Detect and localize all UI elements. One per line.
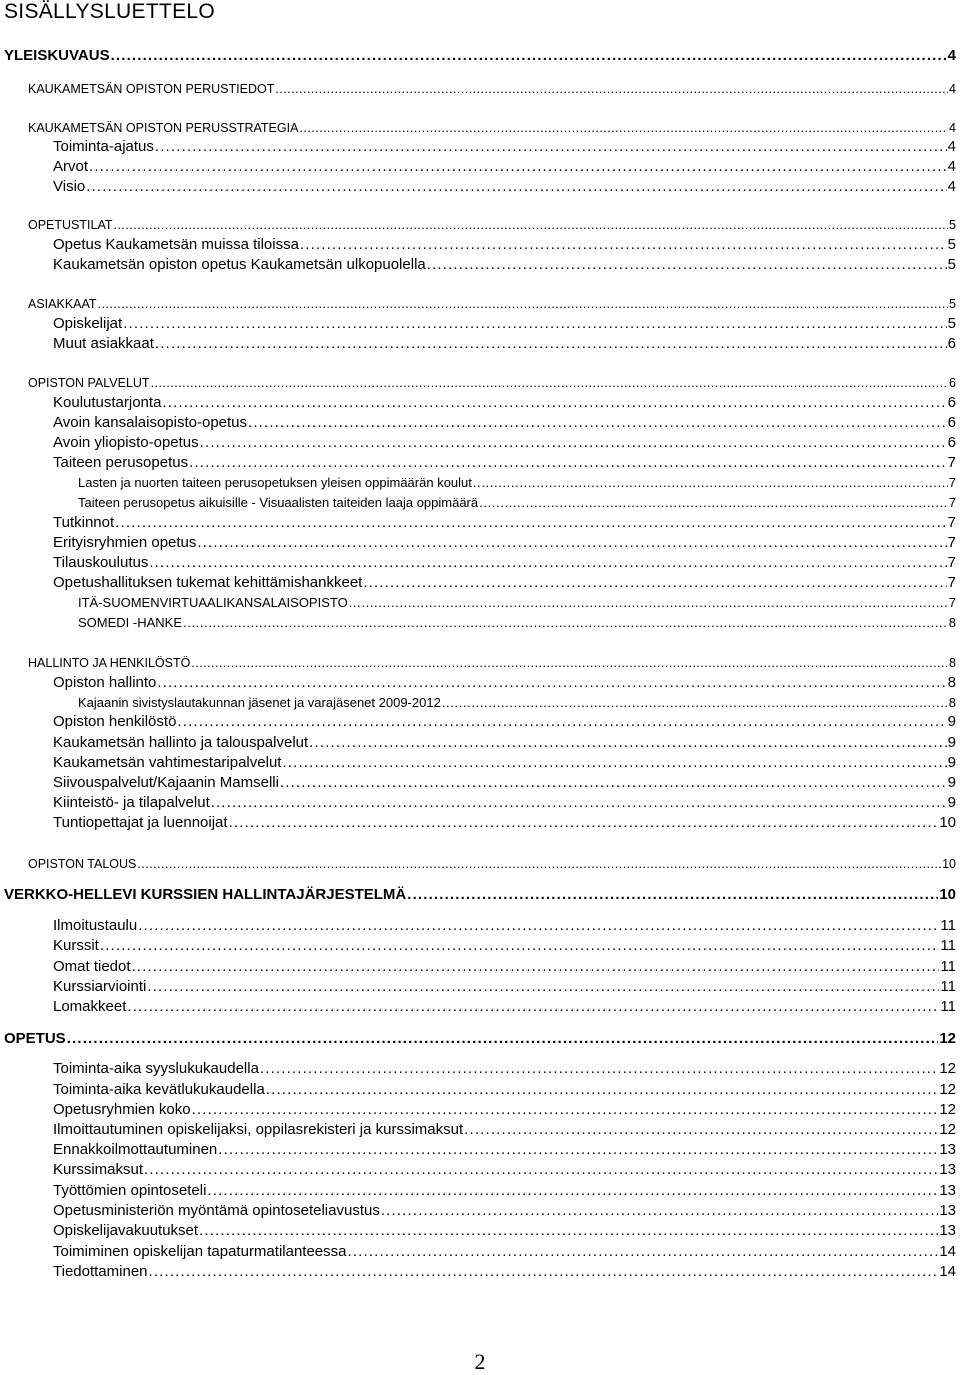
leader-dots [67, 1029, 939, 1049]
toc-entry-page: 7 [947, 574, 956, 591]
toc-entry-page: 8 [948, 615, 956, 630]
toc-entry[interactable] [53, 936, 956, 956]
leader-dots [349, 593, 948, 613]
toc-entry-text: Ilmoittautuminen opiskelijaksi, oppilasrekisteri ja kurssimaksut [53, 1121, 464, 1138]
toc-entry-page: 4 [949, 121, 956, 135]
leader-dots [115, 513, 947, 533]
leader-dots [363, 573, 946, 593]
toc-entry[interactable] [53, 235, 956, 255]
toc-entry-page: 4 [947, 138, 956, 155]
toc-entry-page: 5 [949, 218, 956, 232]
toc-entry-page: 12 [939, 1121, 956, 1138]
toc-entry-page: 11 [940, 978, 956, 995]
toc-entry[interactable] [28, 373, 956, 393]
toc-entry-page: 11 [940, 937, 956, 954]
toc-entry-text: ASIAKKAAT [28, 297, 97, 311]
toc-entry-page: 9 [947, 794, 956, 811]
toc-entry-text: Koulutustarjonta [53, 394, 162, 411]
toc-entry-text: Opiskelijat [53, 315, 123, 332]
toc-entry[interactable] [53, 1181, 956, 1201]
toc-entry-text: Avoin kansalaisopisto-opetus [53, 414, 248, 431]
toc-entry[interactable] [53, 453, 956, 473]
toc-entry-page: 10 [939, 814, 956, 831]
toc-entry[interactable] [53, 533, 956, 553]
toc-entry-text: OPISTON PALVELUT [28, 376, 150, 390]
toc-entry[interactable] [53, 137, 956, 157]
toc-entry[interactable] [53, 673, 956, 693]
toc-entry[interactable] [28, 854, 956, 874]
toc-entry[interactable] [28, 118, 956, 138]
leader-dots [111, 46, 947, 66]
toc-entry[interactable] [53, 793, 956, 813]
toc-entry[interactable] [53, 1080, 956, 1100]
toc-entry-text: Tuntiopettajat ja luennoijat [53, 814, 228, 831]
toc-entry-page: 6 [947, 335, 956, 352]
toc-entry[interactable] [53, 712, 956, 732]
leader-dots [155, 137, 947, 157]
leader-dots [197, 533, 946, 553]
leader-dots [464, 1120, 938, 1140]
toc-entry-text: Kajaanin sivistyslautakunnan jäsenet ja varajäsenet 2009-2012 [78, 695, 441, 710]
toc-entry-text: Kaukametsän hallinto ja talouspalvelut [53, 734, 309, 751]
toc-entry-text: Avoin yliopisto-opetus [53, 434, 199, 451]
leader-dots [299, 118, 948, 138]
toc-entry[interactable] [53, 1201, 956, 1221]
toc-entry[interactable] [53, 393, 956, 413]
leader-dots [275, 79, 948, 99]
toc-entry-text: KAUKAMETSÄN OPISTON PERUSSTRATEGIA [28, 121, 299, 135]
leader-dots [347, 1242, 938, 1262]
leader-dots [147, 977, 939, 997]
toc-entry[interactable] [53, 1140, 956, 1160]
toc-entry-text: Opetus Kaukametsän muissa tiloissa [53, 236, 299, 253]
leader-dots [132, 957, 940, 977]
toc-entry[interactable] [53, 334, 956, 354]
toc-entry-page: 8 [949, 656, 956, 670]
toc-entry-page: 11 [940, 958, 956, 975]
leader-dots [144, 1160, 938, 1180]
toc-entry-page: 7 [947, 514, 956, 531]
toc-entry-page: 12 [939, 1030, 956, 1047]
toc-entry-text: Siivouspalvelut/Kajaanin Mamselli [53, 774, 279, 791]
toc-entry[interactable] [78, 473, 956, 493]
leader-dots [229, 813, 939, 833]
leader-dots [98, 294, 949, 314]
leader-dots [183, 613, 948, 633]
toc-entry-page: 13 [939, 1202, 956, 1219]
toc-entry-text: Opetushallituksen tukemat kehittämishankkeet [53, 574, 363, 591]
leader-dots [155, 334, 947, 354]
toc-entry-text: Erityisryhmien opetus [53, 534, 197, 551]
toc-entry[interactable] [28, 294, 956, 314]
toc-entry-page: 6 [947, 394, 956, 411]
leader-dots [309, 733, 946, 753]
toc-entry-text: Ilmoitustaulu [53, 917, 138, 934]
toc-entry-text: VERKKO-HELLEVI KURSSIEN HALLINTAJÄRJESTELMÄ [4, 886, 407, 903]
toc-entry-page: 9 [947, 713, 956, 730]
toc-entry[interactable] [53, 255, 956, 275]
toc-entry-page: 5 [947, 315, 956, 332]
toc-entry[interactable] [53, 1262, 956, 1282]
toc-entry-text: Toiminta-ajatus [53, 138, 154, 155]
leader-dots [157, 673, 946, 693]
toc-entry[interactable] [53, 997, 956, 1017]
toc-entry[interactable] [28, 215, 956, 235]
toc-entry[interactable] [53, 1120, 956, 1140]
toc-entry[interactable] [53, 813, 956, 833]
toc-entry[interactable] [78, 493, 956, 513]
leader-dots [280, 773, 947, 793]
toc-entry[interactable] [53, 977, 956, 997]
leader-dots [123, 314, 946, 334]
toc-entry-page: 9 [947, 734, 956, 751]
toc-entry-text: Kiinteistö- ja tilapalvelut [53, 794, 210, 811]
toc-entry-page: 12 [939, 1101, 956, 1118]
toc-title: SISÄLLYSLUETTELO [4, 0, 215, 23]
leader-dots [300, 235, 947, 255]
toc-entry-page: 10 [939, 886, 956, 903]
toc-entry-page: 13 [939, 1182, 956, 1199]
toc-entry-page: 4 [949, 82, 956, 96]
leader-dots [248, 413, 947, 433]
leader-dots [192, 1100, 939, 1120]
leader-dots [127, 997, 939, 1017]
toc-entry-text: Kaukametsän opiston opetus Kaukametsän ulkopuolella [53, 256, 426, 273]
toc-entry[interactable] [53, 314, 956, 334]
toc-entry[interactable] [53, 1242, 956, 1262]
leader-dots [381, 1201, 938, 1221]
toc-entry-page: 7 [947, 554, 956, 571]
toc-entry-text: Toiminta-aika kevätlukukaudella [53, 1081, 265, 1098]
leader-dots [137, 854, 941, 874]
toc-entry-text: Ennakkoilmottautuminen [53, 1141, 218, 1158]
toc-entry[interactable] [78, 693, 956, 713]
toc-entry[interactable] [53, 157, 956, 177]
toc-entry-page: 6 [949, 376, 956, 390]
leader-dots [442, 693, 948, 713]
toc-entry-text: Työttömien opintoseteli [53, 1182, 207, 1199]
toc-entry-text: Tutkinnot [53, 514, 115, 531]
toc-entry[interactable] [53, 433, 956, 453]
toc-entry-text: Taiteen perusopetus aikuisille - Visuaalisten taiteiden laaja oppimäärä [78, 495, 479, 510]
toc-entry-page: 7 [948, 475, 956, 490]
toc-entry-text: SOMEDI -HANKE [78, 615, 183, 630]
toc-entry-page: 12 [939, 1060, 956, 1077]
toc-entry[interactable] [53, 916, 956, 936]
toc-entry-page: 5 [949, 297, 956, 311]
toc-entry-page: 10 [942, 857, 956, 871]
toc-entry-page: 4 [947, 47, 956, 64]
leader-dots [260, 1059, 938, 1079]
toc-entry-text: Toimiminen opiskelijan tapaturmatilanteessa [53, 1243, 347, 1260]
toc-entry-text: ITÄ-SUOMENVIRTUAALIKANSALAISOPISTO [78, 595, 348, 610]
leader-dots [149, 1262, 939, 1282]
toc-entry[interactable] [53, 957, 956, 977]
toc-entry[interactable] [53, 1221, 956, 1241]
leader-dots [151, 373, 948, 393]
leader-dots [207, 1181, 938, 1201]
toc-entry-text: YLEISKUVAUS [4, 47, 110, 64]
toc-entry[interactable] [53, 753, 956, 773]
leader-dots [218, 1140, 938, 1160]
toc-entry-text: Arvot [53, 158, 89, 175]
toc-entry-text: OPETUS [4, 1030, 66, 1047]
toc-entry[interactable] [4, 46, 956, 66]
toc-entry-page: 5 [947, 256, 956, 273]
leader-dots [427, 255, 947, 275]
toc-entry-text: OPETUSTILAT [28, 218, 113, 232]
toc-entry[interactable] [78, 613, 956, 633]
toc-entry-text: Visio [53, 178, 86, 195]
toc-entry[interactable] [53, 1160, 956, 1180]
toc-entry-text: Lomakkeet [53, 998, 127, 1015]
toc-entry-text: Omat tiedot [53, 958, 131, 975]
leader-dots [191, 653, 948, 673]
leader-dots [100, 936, 940, 956]
toc-entry[interactable] [78, 593, 956, 613]
leader-dots [162, 393, 946, 413]
toc-entry[interactable] [4, 885, 956, 905]
toc-entry-page: 7 [947, 454, 956, 471]
toc-entry-page: 7 [948, 495, 956, 510]
toc-entry-text: Kurssiarviointi [53, 978, 147, 995]
toc-entry-page: 8 [947, 674, 956, 691]
leader-dots [86, 177, 946, 197]
toc-entry-page: 7 [947, 534, 956, 551]
toc-entry-text: Opetusryhmien koko [53, 1101, 191, 1118]
toc-entry[interactable] [53, 513, 956, 533]
leader-dots [138, 916, 939, 936]
toc-entry-text: Tiedottaminen [53, 1263, 148, 1280]
toc-entry-page: 6 [947, 414, 956, 431]
leader-dots [200, 433, 947, 453]
toc-entry[interactable] [53, 573, 956, 593]
toc-entry-page: 11 [940, 998, 956, 1015]
leader-dots [114, 215, 949, 235]
toc-entry[interactable] [53, 733, 956, 753]
page-number: 2 [474, 1349, 486, 1374]
toc-entry[interactable] [53, 553, 956, 573]
leader-dots [177, 712, 946, 732]
toc-entry[interactable] [53, 1100, 956, 1120]
toc-entry[interactable] [53, 413, 956, 433]
leader-dots [89, 157, 947, 177]
leader-dots [199, 1221, 938, 1241]
toc-entry-text: Tilauskoulutus [53, 554, 149, 571]
toc-entry[interactable] [53, 1059, 956, 1079]
leader-dots [189, 453, 947, 473]
toc-entry-page: 13 [939, 1141, 956, 1158]
toc-entry-page: 14 [939, 1243, 956, 1260]
toc-entry[interactable] [4, 1029, 956, 1049]
toc-entry-page: 9 [947, 774, 956, 791]
toc-entry-text: Opiskelijavakuutukset [53, 1222, 199, 1239]
leader-dots [282, 753, 946, 773]
toc-entry[interactable] [53, 773, 956, 793]
leader-dots [149, 553, 946, 573]
toc-entry-text: Muut asiakkaat [53, 335, 154, 352]
toc-entry-text: Kurssit [53, 937, 99, 954]
toc-entry[interactable] [28, 79, 956, 99]
toc-entry-page: 8 [948, 695, 956, 710]
leader-dots [479, 493, 948, 513]
toc-entry-page: 4 [947, 158, 956, 175]
toc-entry-text: Kaukametsän vahtimestaripalvelut [53, 754, 282, 771]
toc-entry[interactable] [28, 653, 956, 673]
toc-entry-text: Kurssimaksut [53, 1161, 144, 1178]
toc-entry-text: HALLINTO JA HENKILÖSTÖ [28, 656, 191, 670]
leader-dots [266, 1080, 939, 1100]
toc-entry-page: 13 [939, 1222, 956, 1239]
toc-entry-page: 6 [947, 434, 956, 451]
toc-entry-text: KAUKAMETSÄN OPISTON PERUSTIEDOT [28, 82, 275, 96]
leader-dots [473, 473, 948, 493]
toc-entry-text: OPISTON TALOUS [28, 857, 137, 871]
toc-entry-text: Lasten ja nuorten taiteen perusopetuksen yleisen oppimäärän koulut [78, 475, 472, 490]
toc-entry-page: 13 [939, 1161, 956, 1178]
toc-entry-page: 11 [940, 917, 956, 934]
toc-entry[interactable] [53, 177, 956, 197]
toc-entry-page: 9 [947, 754, 956, 771]
leader-dots [407, 885, 938, 905]
toc-entry-page: 7 [948, 595, 956, 610]
toc-entry-text: Opiston henkilöstö [53, 713, 177, 730]
toc-entry-text: Taiteen perusopetus [53, 454, 189, 471]
toc-entry-page: 4 [947, 178, 956, 195]
toc-entry-page: 14 [939, 1263, 956, 1280]
leader-dots [211, 793, 947, 813]
toc-entry-page: 5 [947, 236, 956, 253]
toc-entry-text: Toiminta-aika syyslukukaudella [53, 1060, 259, 1077]
toc-entry-text: Opetusministeriön myöntämä opintoseteliavustus [53, 1202, 380, 1219]
toc-entry-page: 12 [939, 1081, 956, 1098]
toc-entry-text: Opiston hallinto [53, 674, 157, 691]
